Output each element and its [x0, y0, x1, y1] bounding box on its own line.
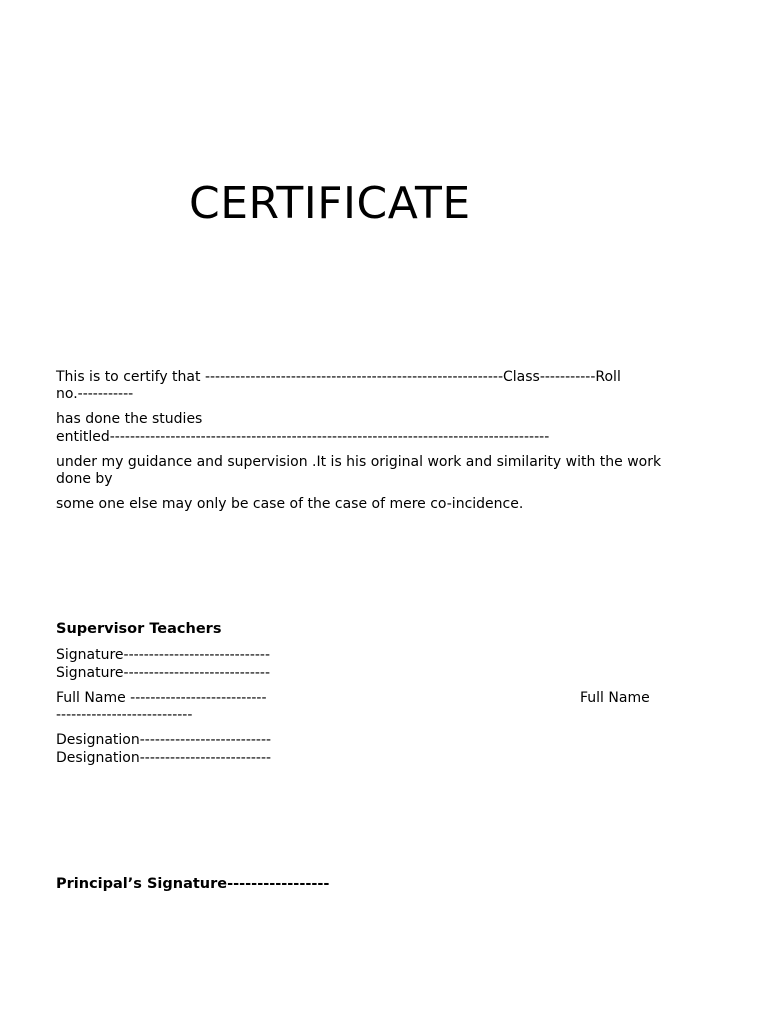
principal-signature-dashes: ----------------- — [227, 876, 330, 892]
guidance-line-1: under my guidance and supervision .It is his original work and similarity with the work — [56, 454, 662, 470]
guidance-line-2: done by — [56, 471, 113, 487]
signature-line-1: Signature----------------------------- — [56, 647, 271, 663]
studies-line-1: has done the studies — [56, 411, 203, 427]
designation-line-1: Designation-------------------------- — [56, 732, 272, 748]
fullname-right: Full Name — [580, 690, 650, 706]
fullname-dashes: --------------------------- — [56, 707, 193, 723]
certificate-title: CERTIFICATE — [189, 178, 471, 229]
supervisor-heading: Supervisor Teachers — [56, 621, 222, 637]
principal-signature-label: Principal’s Signature — [56, 876, 228, 892]
designation-line-2: Designation-------------------------- — [56, 750, 272, 766]
fullname-left: Full Name --------------------------- — [56, 690, 267, 706]
signature-line-2: Signature----------------------------- — [56, 665, 271, 681]
certify-line-2: no.----------- — [56, 386, 134, 402]
principal-signature — [56, 875, 329, 893]
certify-line-1: This is to certify that -----------------------------------------------------------Class-----------Roll — [56, 369, 621, 385]
coincidence-line: some one else may only be case of the case of mere co-incidence. — [56, 496, 524, 512]
studies-line-2: entitled--------------------------------------------------------------------------------------- — [56, 429, 550, 445]
